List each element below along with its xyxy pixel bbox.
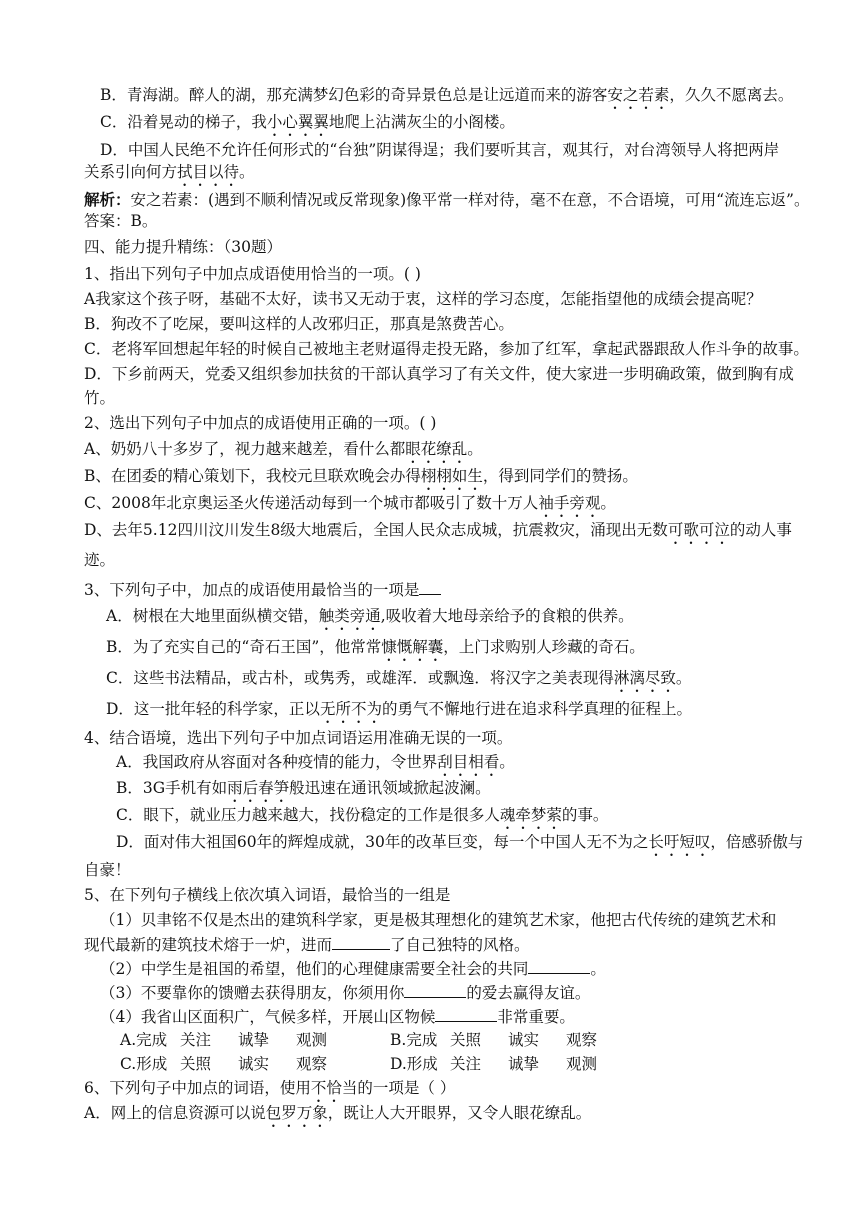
q2-option-a: A、奶奶八十多岁了，视力越来越差，看什么都眼花缭乱。 [84,440,483,458]
q5-blank-2[interactable] [528,957,590,974]
q5-sentence-2: （2）中学生是祖国的希望，他们的心理健康需要全社会的共同 。 [100,957,800,980]
q5-stem: 5、在下列句子横线上依次填入词语，最恰当的一组是 [84,886,451,904]
q5-sentence-1-cont: 现代最新的建筑技术熔于一炉，进而 了自己独特的风格。 [84,933,784,956]
q5-options-row-2 [120,1053,820,1075]
q5-sentence-1: （1）贝聿铭不仅是杰出的建筑科学家，更是极其理想化的建筑艺术家，他把古代传统的建筑艺术和 [100,911,777,929]
q3-option-d: D．这一批年轻的科学家，正以无所不为的勇气不懈地行进在追求科学真理的征程上。 [106,700,692,718]
q5-sentence-3: （3）不要靠你的馈赠去获得朋友，你须用你 的爱去赢得友谊。 [100,981,800,1004]
q4-option-c: C．眼下，就业压力越来越大，找份稳定的工作是很多人魂牵梦萦的事。 [116,806,609,824]
q2-option-d: D、去年5.12四川汶川发生8级大地震后，全国人民众志成城，抗震救灾，涌现出无数可歌可泣的动人事 [84,521,792,539]
q5-option-d: D.形成 关注 诚挚 观测 [390,1055,598,1073]
q2-stem: 2、选出下列句子中加点的成语使用正确的一项。( ) [84,414,437,432]
q3-option-b: B．为了充实自己的“奇石王国”，他常常慷慨解囊，上门求购别人珍藏的奇石。 [106,638,645,656]
q4-option-a: A．我国政府从容面对各种疫情的能力，令世界刮目相看。 [116,753,515,771]
q5-option-c: C.形成 关照 诚实 观察 [120,1055,328,1073]
q6-stem: 6、下列句子中加点的词语，使用不恰当的一项是（ ） [84,1079,456,1097]
prev-option-c: C．沿着晃动的梯子，我小心翼翼地爬上沾满灰尘的小阁楼。 [100,113,515,131]
q5-blank-4[interactable] [435,1005,497,1022]
q1-option-c: C．老将军回想起年轻的时候自己被地主老财逼得走投无路，参加了红军，拿起武器跟敌人作斗争的故事。 [84,340,809,358]
prev-analysis: 解析：安之若素：(遇到不顺利情况或反常现象)像平常一样对待，毫不在意，不合语境，可用“流连忘返”。 [84,190,810,209]
q3-option-a: A．树根在大地里面纵横交错，触类旁通,吸收着大地母亲给予的食粮的供养。 [106,607,634,625]
q1-option-d-cont: 竹。 [84,389,116,407]
q2-option-b: B、在团委的精心策划下，我校元旦联欢晚会办得栩栩如生，得到同学们的赞扬。 [84,467,638,485]
q2-option-d-cont: 迹。 [84,551,116,569]
q1-stem: 1、指出下列句子中加点成语使用恰当的一项。( ) [84,265,421,283]
q4-stem: 4、结合语境，选出下列句子中加点词语运用准确无误的一项。 [84,729,513,747]
q4-option-d-cont: 自豪！ [84,861,131,879]
q5-blank-3[interactable] [404,981,466,998]
q1-option-a: A我家这个孩子呀，基础不太好，读书又无动于衷，这样的学习态度，怎能指望他的成绩会提高呢？ [84,290,762,308]
q5-sentence-4: （4）我省山区面积广，气候多样，开展山区物候 非常重要。 [100,1005,800,1028]
q3-answer-blank[interactable] [419,578,441,595]
prev-answer: 答案：B。 [84,212,158,230]
q5-option-a: A.完成 关注 诚挚 观测 [120,1031,328,1049]
q5-options-row-1 [120,1029,820,1051]
q3-stem: 3、下列句子中，加点的成语使用最恰当的一项是 [84,578,784,601]
q6-option-a: A．网上的信息资源可以说包罗万象，既让人大开眼界，又令人眼花缭乱。 [84,1104,592,1122]
q2-option-c: C、2008年北京奥运圣火传递活动每到一个城市都吸引了数十万人袖手旁观。 [84,494,616,512]
prev-option-d: D．中国人民绝不允许任何形式的“台独”阴谋得逞；我们要听其言，观其行，对台湾领导人将把两岸 [100,141,780,159]
section-title: 四、能力提升精练：（30题） [84,238,282,256]
q4-option-d: D．面对伟大祖国60年的辉煌成就，30年的改革巨变，每一个中国人无不为之长吁短叹，倍感骄傲与 [116,833,804,851]
q5-blank-1[interactable] [332,933,390,950]
q4-option-b: B．3G手机有如雨后春笋般迅速在通讯领域掀起波澜。 [116,779,491,797]
q1-option-d: D．下乡前两天，党委又组织参加扶贫的干部认真学习了有关文件，使大家进一步明确政策，做到胸有成 [84,365,794,383]
q3-option-c: C．这些书法精品，或古朴，或隽秀，或雄浑．或飘逸．将汉字之美表现得淋漓尽致。 [106,669,692,687]
q1-option-b: B．狗改不了吃屎，要叫这样的人改邪归正，那真是煞费苦心。 [84,315,514,333]
prev-option-d-cont: 关系引向何方拭目以待。 [84,163,255,181]
q5-option-b: B.完成 关照 诚实 观察 [390,1031,598,1049]
prev-option-b: B．青海湖。醉人的湖，那充满梦幻色彩的奇异景色总是让远道而来的游客安之若素，久久不愿离去。 [100,86,794,104]
